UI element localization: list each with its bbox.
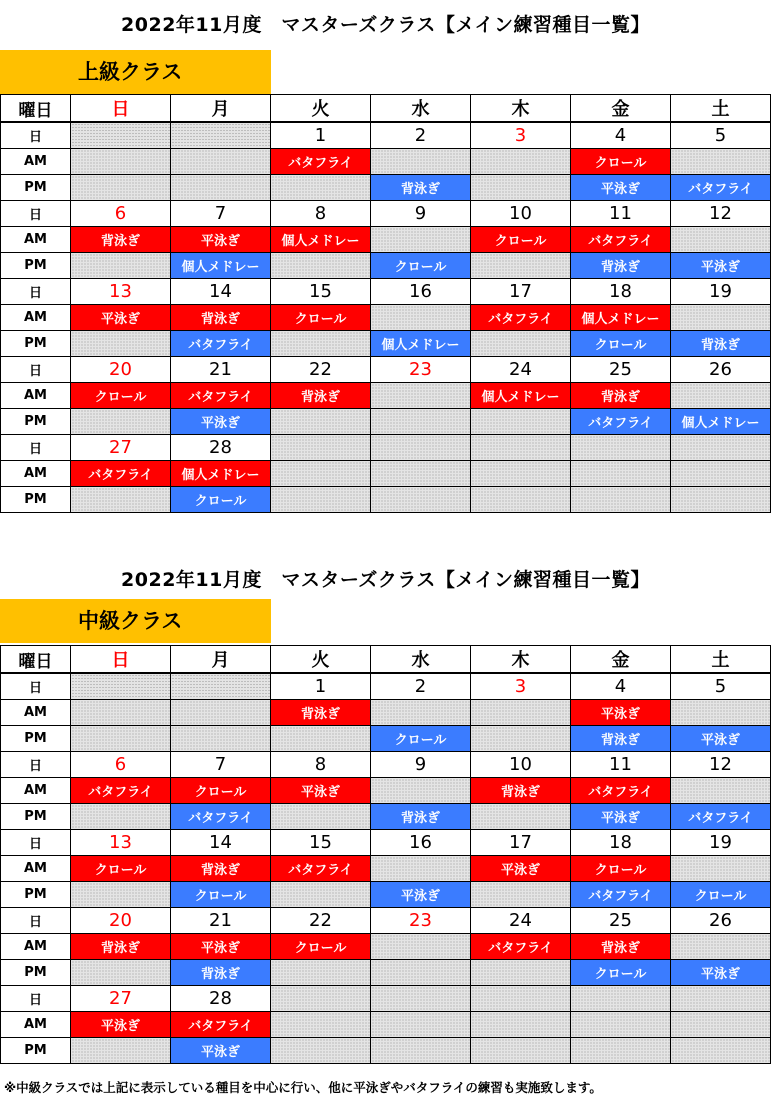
row-label-pm: PM [1, 409, 71, 435]
pm-event-cell: 平泳ぎ [671, 960, 771, 986]
am-event-cell: バタフライ [471, 305, 571, 331]
am-event-cell [171, 700, 271, 726]
am-event-cell: クロール [471, 227, 571, 253]
am-event-cell: バタフライ [271, 149, 371, 175]
schedule-table-intermediate [0, 645, 771, 1064]
date-cell: 11 [571, 752, 671, 778]
am-event-cell: バタフライ [71, 778, 171, 804]
am-event-cell: 平泳ぎ [171, 934, 271, 960]
week-date-row [1, 830, 771, 856]
am-event-cell [671, 227, 771, 253]
date-cell: 25 [571, 908, 671, 934]
date-cell [371, 986, 471, 1012]
am-event-cell [471, 461, 571, 487]
date-cell: 10 [471, 752, 571, 778]
date-cell: 26 [671, 357, 771, 383]
pm-event-cell: バタフライ [571, 882, 671, 908]
am-event-cell [671, 778, 771, 804]
date-cell [371, 435, 471, 461]
row-label-day: 日 [1, 752, 71, 778]
date-cell: 19 [671, 279, 771, 305]
pm-event-cell: 個人メドレー [671, 409, 771, 435]
row-label-am: AM [1, 856, 71, 882]
row-label-pm: PM [1, 726, 71, 752]
pm-event-cell [71, 175, 171, 201]
am-event-cell [671, 305, 771, 331]
date-cell [271, 986, 371, 1012]
date-cell: 9 [371, 752, 471, 778]
pm-row [1, 331, 771, 357]
weekday-header: 土 [671, 646, 771, 674]
am-event-cell [371, 1012, 471, 1038]
am-event-cell: バタフライ [471, 934, 571, 960]
date-cell: 6 [71, 201, 171, 227]
pm-event-cell [171, 175, 271, 201]
date-cell: 12 [671, 201, 771, 227]
am-event-cell [371, 700, 471, 726]
weekday-header-label: 曜日 [1, 95, 71, 123]
date-cell: 18 [571, 830, 671, 856]
row-label-am: AM [1, 1012, 71, 1038]
am-event-cell [671, 149, 771, 175]
date-cell: 4 [571, 673, 671, 700]
row-label-pm: PM [1, 487, 71, 513]
pm-event-cell [71, 1038, 171, 1064]
pm-event-cell [271, 487, 371, 513]
pm-event-cell [471, 253, 571, 279]
date-cell: 21 [171, 908, 271, 934]
pm-event-cell [271, 331, 371, 357]
date-cell: 15 [271, 830, 371, 856]
am-event-cell [671, 461, 771, 487]
weekday-header: 日 [71, 646, 171, 674]
week-date-row [1, 201, 771, 227]
date-cell: 18 [571, 279, 671, 305]
am-event-cell: バタフライ [171, 1012, 271, 1038]
weekday-header: 水 [371, 646, 471, 674]
page-title: 2022年11月度 マスターズクラス【メイン練習種目一覧】 [121, 14, 650, 36]
pm-event-cell [71, 487, 171, 513]
row-label-pm: PM [1, 804, 71, 830]
pm-event-cell [271, 409, 371, 435]
weekday-header: 金 [571, 646, 671, 674]
am-event-cell: バタフライ [171, 383, 271, 409]
row-label-am: AM [1, 383, 71, 409]
pm-row [1, 487, 771, 513]
row-label-day: 日 [1, 830, 71, 856]
pm-event-cell [171, 726, 271, 752]
row-label-pm: PM [1, 331, 71, 357]
weekday-header-label: 曜日 [1, 646, 71, 674]
date-cell: 16 [371, 830, 471, 856]
pm-row [1, 804, 771, 830]
pm-event-cell [271, 882, 371, 908]
row-label-day: 日 [1, 122, 71, 149]
am-row [1, 305, 771, 331]
am-event-cell [671, 934, 771, 960]
pm-event-cell: 背泳ぎ [571, 253, 671, 279]
am-event-cell [271, 461, 371, 487]
am-event-cell [71, 149, 171, 175]
row-label-am: AM [1, 227, 71, 253]
am-row [1, 461, 771, 487]
am-event-cell [371, 934, 471, 960]
am-event-cell: バタフライ [571, 778, 671, 804]
date-cell [471, 435, 571, 461]
am-event-cell [371, 149, 471, 175]
pm-event-cell: クロール [171, 882, 271, 908]
pm-event-cell [371, 487, 471, 513]
am-event-cell [371, 305, 471, 331]
date-cell: 4 [571, 122, 671, 149]
am-event-cell: 背泳ぎ [271, 383, 371, 409]
date-cell [71, 122, 171, 149]
row-label-am: AM [1, 934, 71, 960]
am-event-cell: 個人メドレー [271, 227, 371, 253]
date-cell: 5 [671, 122, 771, 149]
pm-event-cell [71, 882, 171, 908]
page-title: 2022年11月度 マスターズクラス【メイン練習種目一覧】 [121, 569, 650, 591]
date-cell: 25 [571, 357, 671, 383]
date-cell [671, 986, 771, 1012]
am-event-cell: クロール [571, 149, 671, 175]
pm-event-cell: バタフライ [671, 175, 771, 201]
pm-event-cell [71, 331, 171, 357]
pm-event-cell: 平泳ぎ [171, 409, 271, 435]
date-cell: 8 [271, 201, 371, 227]
date-cell [471, 986, 571, 1012]
am-event-cell: 背泳ぎ [571, 934, 671, 960]
date-cell: 24 [471, 357, 571, 383]
schedule-table-upper [0, 94, 771, 513]
date-cell: 22 [271, 908, 371, 934]
am-event-cell: 背泳ぎ [571, 383, 671, 409]
pm-event-cell [471, 1038, 571, 1064]
row-label-pm: PM [1, 960, 71, 986]
pm-event-cell: バタフライ [171, 331, 271, 357]
date-cell: 12 [671, 752, 771, 778]
pm-event-cell [71, 409, 171, 435]
am-event-cell: 個人メドレー [171, 461, 271, 487]
date-cell: 2 [371, 122, 471, 149]
am-event-cell: 個人メドレー [571, 305, 671, 331]
row-label-am: AM [1, 461, 71, 487]
pm-event-cell [671, 1038, 771, 1064]
date-cell: 1 [271, 673, 371, 700]
am-event-cell: クロール [571, 856, 671, 882]
pm-event-cell: 背泳ぎ [571, 726, 671, 752]
week-date-row [1, 986, 771, 1012]
am-event-cell [471, 1012, 571, 1038]
date-cell: 11 [571, 201, 671, 227]
week-date-row [1, 908, 771, 934]
pm-event-cell [271, 253, 371, 279]
pm-event-cell: 平泳ぎ [671, 253, 771, 279]
am-event-cell [671, 700, 771, 726]
date-cell: 28 [171, 435, 271, 461]
pm-event-cell [671, 487, 771, 513]
date-cell: 22 [271, 357, 371, 383]
row-label-day: 日 [1, 908, 71, 934]
date-cell: 15 [271, 279, 371, 305]
am-row [1, 700, 771, 726]
row-label-pm: PM [1, 1038, 71, 1064]
am-event-cell [471, 700, 571, 726]
weekday-header: 火 [271, 646, 371, 674]
date-cell: 14 [171, 830, 271, 856]
am-event-cell [171, 149, 271, 175]
pm-event-cell: クロール [371, 253, 471, 279]
pm-event-cell [271, 1038, 371, 1064]
pm-event-cell [271, 175, 371, 201]
am-row [1, 383, 771, 409]
week-date-row [1, 435, 771, 461]
date-cell: 23 [371, 357, 471, 383]
pm-event-cell: 背泳ぎ [671, 331, 771, 357]
pm-event-cell: 背泳ぎ [371, 175, 471, 201]
date-cell [171, 122, 271, 149]
pm-event-cell: 平泳ぎ [571, 175, 671, 201]
date-cell: 1 [271, 122, 371, 149]
am-event-cell: 平泳ぎ [71, 305, 171, 331]
pm-event-cell: バタフライ [171, 804, 271, 830]
am-event-cell [671, 383, 771, 409]
weekday-header: 日 [71, 95, 171, 123]
date-cell: 3 [471, 673, 571, 700]
date-cell: 17 [471, 279, 571, 305]
pm-event-cell [471, 487, 571, 513]
weekday-header: 木 [471, 646, 571, 674]
pm-event-cell: クロール [371, 726, 471, 752]
am-event-cell: 背泳ぎ [71, 934, 171, 960]
am-event-cell: バタフライ [271, 856, 371, 882]
am-row [1, 856, 771, 882]
am-event-cell: クロール [171, 778, 271, 804]
weekday-header: 月 [171, 95, 271, 123]
date-cell: 9 [371, 201, 471, 227]
pm-event-cell [271, 726, 371, 752]
row-label-am: AM [1, 700, 71, 726]
pm-event-cell [71, 804, 171, 830]
row-label-day: 日 [1, 986, 71, 1012]
am-event-cell [671, 856, 771, 882]
am-event-cell: 背泳ぎ [271, 700, 371, 726]
weekday-header-row [1, 95, 771, 123]
date-cell: 3 [471, 122, 571, 149]
date-cell: 26 [671, 908, 771, 934]
pm-event-cell: 背泳ぎ [171, 960, 271, 986]
date-cell: 24 [471, 908, 571, 934]
am-event-cell: 背泳ぎ [171, 305, 271, 331]
pm-event-cell: 平泳ぎ [371, 882, 471, 908]
am-event-cell [471, 149, 571, 175]
pm-event-cell [371, 960, 471, 986]
am-event-cell: 平泳ぎ [171, 227, 271, 253]
date-cell: 23 [371, 908, 471, 934]
pm-event-cell [471, 409, 571, 435]
pm-event-cell: クロール [171, 487, 271, 513]
pm-row [1, 409, 771, 435]
pm-event-cell: クロール [571, 331, 671, 357]
am-row [1, 778, 771, 804]
class-label-intermediate: 中級クラス [0, 599, 271, 643]
row-label-day: 日 [1, 279, 71, 305]
row-label-am: AM [1, 778, 71, 804]
pm-event-cell [271, 960, 371, 986]
am-event-cell: 平泳ぎ [71, 1012, 171, 1038]
pm-row [1, 1038, 771, 1064]
date-cell: 17 [471, 830, 571, 856]
date-cell [571, 986, 671, 1012]
date-cell: 5 [671, 673, 771, 700]
weekday-header: 水 [371, 95, 471, 123]
pm-row [1, 253, 771, 279]
am-event-cell: 平泳ぎ [271, 778, 371, 804]
am-event-cell: 平泳ぎ [471, 856, 571, 882]
pm-event-cell [571, 487, 671, 513]
row-label-day: 日 [1, 673, 71, 700]
am-event-cell [371, 461, 471, 487]
date-cell: 13 [71, 830, 171, 856]
date-cell: 8 [271, 752, 371, 778]
date-cell [571, 435, 671, 461]
row-label-am: AM [1, 149, 71, 175]
date-cell: 10 [471, 201, 571, 227]
am-event-cell [671, 1012, 771, 1038]
am-event-cell: バタフライ [71, 461, 171, 487]
date-cell [71, 673, 171, 700]
footnote: ※中級クラスでは上記に表示している種目を中心に行い、他に平泳ぎやバタフライの練習も実施致します。 [4, 1080, 602, 1095]
am-event-cell: クロール [271, 934, 371, 960]
date-cell: 6 [71, 752, 171, 778]
pm-event-cell [71, 253, 171, 279]
pm-event-cell: バタフライ [571, 409, 671, 435]
pm-event-cell [371, 409, 471, 435]
am-event-cell [371, 227, 471, 253]
date-cell [171, 673, 271, 700]
pm-event-cell: 平泳ぎ [671, 726, 771, 752]
pm-event-cell: クロール [571, 960, 671, 986]
date-cell: 14 [171, 279, 271, 305]
weekday-header: 土 [671, 95, 771, 123]
pm-row [1, 960, 771, 986]
pm-event-cell: 個人メドレー [371, 331, 471, 357]
pm-event-cell [471, 882, 571, 908]
date-cell: 7 [171, 201, 271, 227]
pm-event-cell [371, 1038, 471, 1064]
am-event-cell [271, 1012, 371, 1038]
am-row [1, 934, 771, 960]
am-event-cell [371, 856, 471, 882]
date-cell: 20 [71, 357, 171, 383]
week-date-row [1, 673, 771, 700]
pm-event-cell [471, 175, 571, 201]
am-event-cell [571, 1012, 671, 1038]
week-date-row [1, 752, 771, 778]
am-event-cell: クロール [271, 305, 371, 331]
weekday-header: 火 [271, 95, 371, 123]
pm-event-cell [571, 1038, 671, 1064]
weekday-header: 月 [171, 646, 271, 674]
date-cell: 2 [371, 673, 471, 700]
pm-event-cell: 平泳ぎ [171, 1038, 271, 1064]
week-date-row [1, 279, 771, 305]
am-event-cell: 背泳ぎ [71, 227, 171, 253]
week-date-row [1, 357, 771, 383]
am-event-cell [71, 700, 171, 726]
week-date-row [1, 122, 771, 149]
date-cell: 7 [171, 752, 271, 778]
weekday-header: 金 [571, 95, 671, 123]
pm-event-cell: バタフライ [671, 804, 771, 830]
row-label-day: 日 [1, 201, 71, 227]
am-event-cell: 背泳ぎ [471, 778, 571, 804]
row-label-am: AM [1, 305, 71, 331]
pm-event-cell: クロール [671, 882, 771, 908]
date-cell: 19 [671, 830, 771, 856]
pm-event-cell [471, 726, 571, 752]
am-event-cell: 個人メドレー [471, 383, 571, 409]
row-label-day: 日 [1, 435, 71, 461]
am-row [1, 149, 771, 175]
pm-event-cell: 背泳ぎ [371, 804, 471, 830]
date-cell [271, 435, 371, 461]
class-label-upper: 上級クラス [0, 50, 271, 94]
am-row [1, 1012, 771, 1038]
row-label-pm: PM [1, 253, 71, 279]
date-cell: 28 [171, 986, 271, 1012]
pm-row [1, 882, 771, 908]
am-event-cell: クロール [71, 383, 171, 409]
date-cell: 13 [71, 279, 171, 305]
am-event-cell [371, 778, 471, 804]
pm-event-cell: 個人メドレー [171, 253, 271, 279]
row-label-pm: PM [1, 175, 71, 201]
date-cell: 20 [71, 908, 171, 934]
am-event-cell: 背泳ぎ [171, 856, 271, 882]
am-event-cell: バタフライ [571, 227, 671, 253]
am-event-cell [571, 461, 671, 487]
date-cell: 27 [71, 435, 171, 461]
weekday-header-row [1, 646, 771, 674]
am-event-cell: 平泳ぎ [571, 700, 671, 726]
pm-event-cell [71, 726, 171, 752]
date-cell: 27 [71, 986, 171, 1012]
row-label-day: 日 [1, 357, 71, 383]
am-row [1, 227, 771, 253]
pm-row [1, 175, 771, 201]
date-cell: 21 [171, 357, 271, 383]
date-cell: 16 [371, 279, 471, 305]
pm-event-cell: 平泳ぎ [571, 804, 671, 830]
pm-event-cell [471, 960, 571, 986]
pm-event-cell [471, 331, 571, 357]
pm-row [1, 726, 771, 752]
weekday-header: 木 [471, 95, 571, 123]
pm-event-cell [71, 960, 171, 986]
pm-event-cell [271, 804, 371, 830]
am-event-cell: クロール [71, 856, 171, 882]
date-cell [671, 435, 771, 461]
row-label-pm: PM [1, 882, 71, 908]
am-event-cell [371, 383, 471, 409]
pm-event-cell [471, 804, 571, 830]
